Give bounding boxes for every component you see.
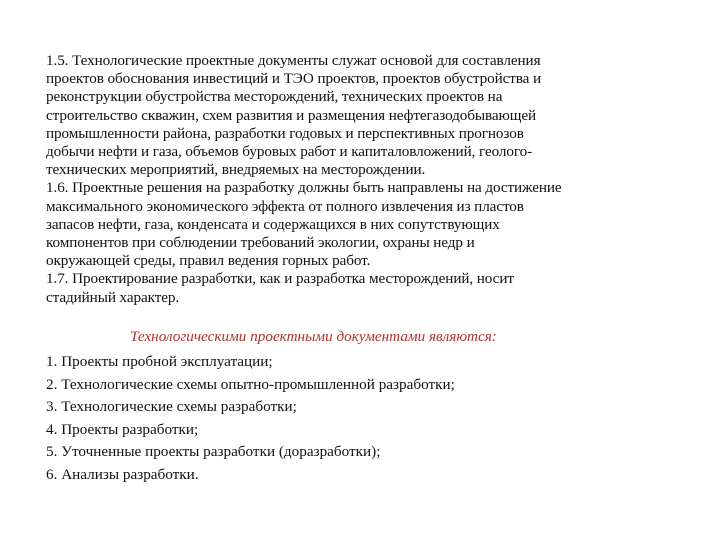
- paragraph-line: реконструкции обустройства месторождений, технических проектов на: [46, 88, 503, 106]
- paragraph-line: 1.7. Проектирование разработки, как и разработка месторождений, носит: [46, 270, 514, 288]
- paragraph-line: максимального экономического эффекта от полного извлечения из пластов: [46, 197, 524, 215]
- paragraph-line: запасов нефти, газа, конденсата и содержащихся в них сопутствующих: [46, 215, 500, 233]
- list-item: 6. Анализы разработки.: [46, 465, 199, 483]
- list-item: 5. Уточненные проекты разработки (доразработки);: [46, 443, 381, 461]
- paragraph-line: стадийный характер.: [46, 288, 180, 306]
- list-item: 1. Проекты пробной эксплуатации;: [46, 353, 273, 370]
- list-item: 4. Проекты разработки;: [46, 420, 199, 438]
- paragraph-line: промышленности района, разработки годовых и перспективных прогнозов: [46, 124, 524, 142]
- paragraph-line: добычи нефти и газа, объемов буровых работ и капиталовложений, геолого-: [46, 143, 533, 161]
- paragraph-1-5: [46, 52, 686, 179]
- documents-list: [46, 351, 455, 487]
- paragraph-line: 1.5. Технологические проектные документы служат основой для составления: [46, 52, 541, 69]
- paragraph-1-7: [46, 270, 686, 306]
- paragraph-line: окружающей среды, правил ведения горных работ.: [46, 252, 371, 270]
- paragraph-line: технических мероприятий, внедряемых на месторождении.: [46, 161, 426, 179]
- paragraph-line: компонентов при соблюдении требований экологии, охраны недр и: [46, 234, 475, 252]
- paragraph-line: строительство скважин, схем развития и размещения нефтегазодобывающей: [46, 106, 537, 124]
- paragraph-line: проектов обоснования инвестиций и ТЭО проектов, проектов обустройства и: [46, 70, 542, 88]
- list-item: 2. Технологические схемы опытно-промышленной разработки;: [46, 375, 455, 393]
- paragraph-line: 1.6. Проектные решения на разработку должны быть направлены на достижение: [46, 179, 562, 197]
- documents-subtitle: Технологическими проектными документами являются:: [130, 328, 497, 345]
- list-item: 3. Технологические схемы разработки;: [46, 398, 297, 416]
- paragraph-1-6: [46, 179, 686, 270]
- paragraphs-block: [46, 52, 686, 307]
